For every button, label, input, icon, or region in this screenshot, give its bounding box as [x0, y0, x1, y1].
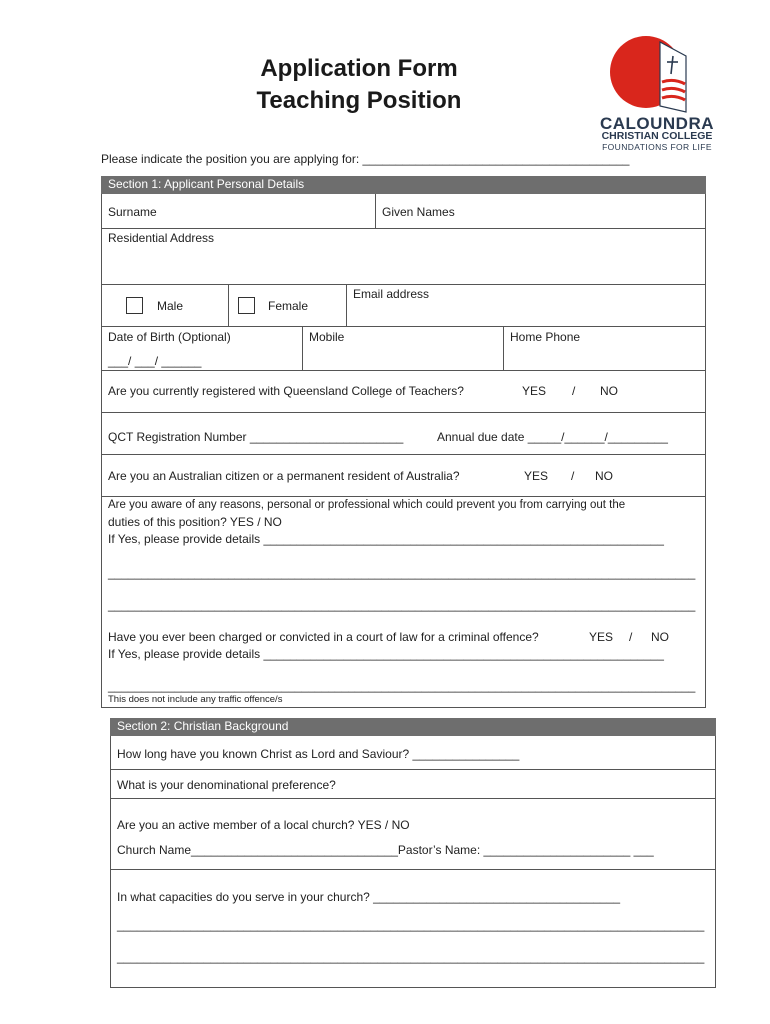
traffic-note: This does not include any traffic offence/s: [108, 694, 283, 705]
mobile-field[interactable]: Mobile: [309, 330, 345, 344]
charged-details-field[interactable]: If Yes, please provide details ____________________________________________________________: [108, 647, 664, 661]
qct-registration-field[interactable]: QCT Registration Number _______________________: [108, 430, 404, 444]
surname-field[interactable]: Surname: [108, 205, 157, 219]
divider: [101, 228, 706, 229]
reasons-blank-line[interactable]: ________________________________________________________________________________________: [108, 598, 696, 612]
position-field[interactable]: Please indicate the position you are applying for: ________________________________________: [101, 152, 630, 166]
male-checkbox[interactable]: [126, 297, 143, 314]
form-title-line2: Teaching Position: [256, 87, 462, 114]
divider: [101, 496, 706, 497]
divider: [228, 284, 229, 326]
college-subtitle: CHRISTIAN COLLEGE: [601, 130, 713, 142]
qct-slash: /: [572, 384, 576, 398]
citizen-slash: /: [571, 469, 575, 483]
known-christ-field[interactable]: How long have you known Christ as Lord and Saviour? ________________: [117, 747, 520, 761]
church-pastor-fields[interactable]: Church Name_______________________________Pastor’s Name: ______________________ ___: [117, 843, 654, 857]
reasons-yes-no[interactable]: duties of this position? YES / NO: [108, 515, 282, 529]
citizen-yes-option[interactable]: YES: [524, 469, 549, 483]
female-label: Female: [268, 299, 309, 313]
form-title-line1: Application Form: [260, 55, 458, 82]
divider: [101, 284, 706, 285]
male-label: Male: [157, 299, 184, 313]
divider: [110, 798, 716, 799]
divider: [110, 769, 716, 770]
capacities-blank-line[interactable]: ________________________________________________________________________________________: [117, 950, 705, 964]
qct-no-option[interactable]: NO: [600, 384, 618, 398]
residential-address-field[interactable]: Residential Address: [108, 231, 215, 245]
divider: [503, 326, 504, 370]
annual-due-date-field[interactable]: Annual due date _____/______/_________: [437, 430, 668, 444]
college-tagline: FOUNDATIONS FOR LIFE: [602, 142, 712, 152]
reasons-details-field[interactable]: If Yes, please provide details ____________________________________________________________: [108, 532, 664, 546]
given-names-field[interactable]: Given Names: [382, 205, 455, 219]
female-checkbox[interactable]: [238, 297, 255, 314]
citizen-question: Are you an Australian citizen or a permanent resident of Australia?: [108, 469, 460, 483]
charged-question: Have you ever been charged or convicted in a court of law for a criminal offence?: [108, 630, 539, 644]
dob-field[interactable]: ___/ ___/ ______: [108, 354, 202, 368]
charged-blank-line[interactable]: ________________________________________________________________________________________: [108, 679, 696, 693]
section1-header: Section 1: Applicant Personal Details: [101, 176, 706, 194]
capacities-field[interactable]: In what capacities do you serve in your church? _____________________________________: [117, 890, 621, 904]
active-member-question[interactable]: Are you an active member of a local church? YES / NO: [117, 818, 410, 832]
section2-header: Section 2: Christian Background: [110, 718, 716, 736]
qct-question: Are you currently registered with Queensland College of Teachers?: [108, 384, 464, 398]
divider: [302, 326, 303, 370]
divider: [375, 194, 376, 228]
divider: [101, 454, 706, 455]
divider: [346, 284, 347, 326]
email-field[interactable]: Email address: [353, 287, 430, 301]
divider: [110, 869, 716, 870]
reasons-question: Are you aware of any reasons, personal or professional which could prevent you from carrying out the: [108, 499, 626, 511]
qct-yes-option[interactable]: YES: [522, 384, 547, 398]
denomination-field[interactable]: What is your denominational preference?: [117, 778, 336, 792]
charged-slash: /: [629, 630, 633, 644]
charged-yes-option[interactable]: YES: [589, 630, 614, 644]
divider: [101, 326, 706, 327]
citizen-no-option[interactable]: NO: [595, 469, 613, 483]
divider: [101, 370, 706, 371]
divider: [101, 412, 706, 413]
college-name: CALOUNDRA: [599, 114, 715, 133]
dob-label: Date of Birth (Optional): [108, 330, 231, 344]
home-phone-field[interactable]: Home Phone: [510, 330, 581, 344]
reasons-blank-line[interactable]: ________________________________________________________________________________________: [108, 566, 696, 580]
charged-no-option[interactable]: NO: [651, 630, 669, 644]
capacities-blank-line[interactable]: ________________________________________________________________________________________: [117, 918, 705, 932]
